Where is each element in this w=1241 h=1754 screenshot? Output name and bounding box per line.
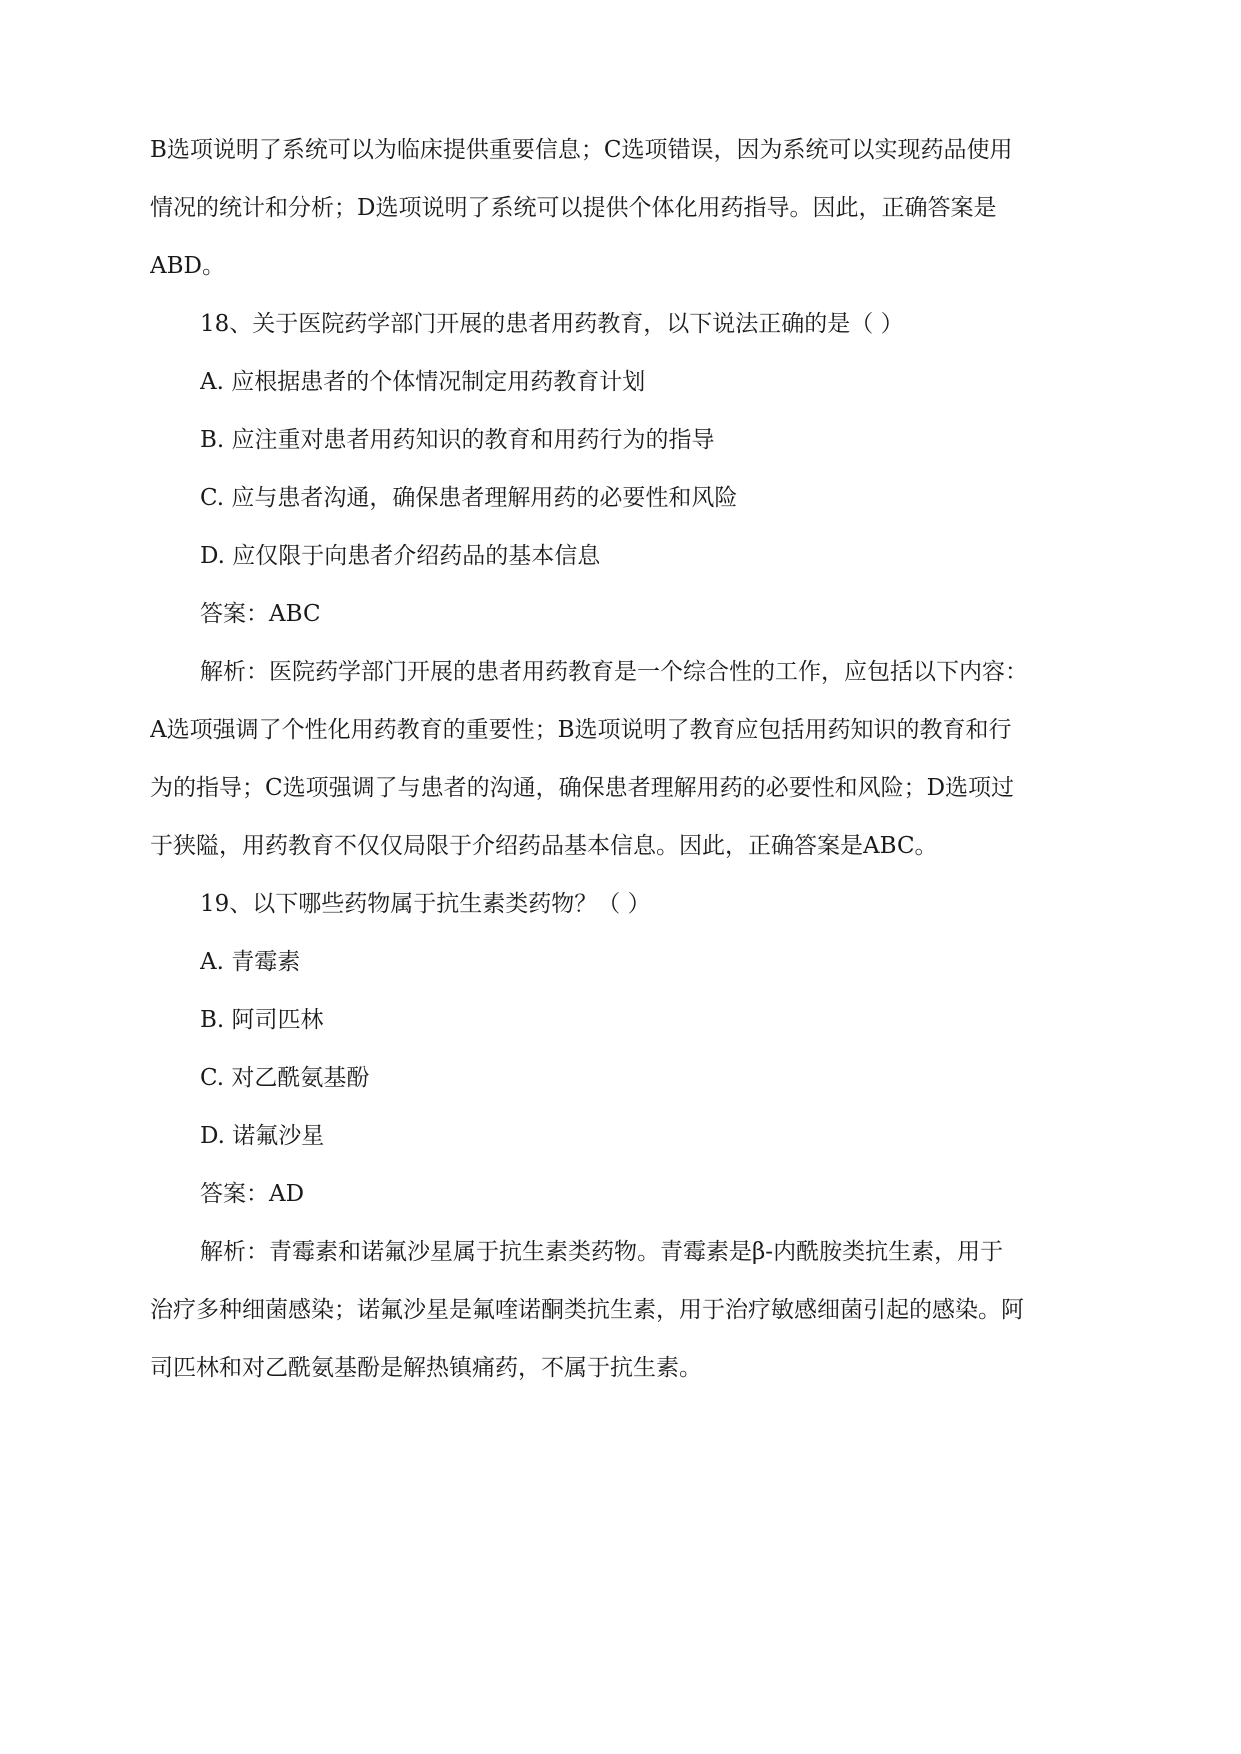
question-19-option-a: A. 青霉素 <box>200 949 301 975</box>
question-19-option-c: C. 对乙酰氨基酚 <box>200 1065 370 1091</box>
question-19-option-b: B. 阿司匹林 <box>200 1007 324 1033</box>
question-18-option-a: A. 应根据患者的个体情况制定用药教育计划 <box>200 369 646 395</box>
question-18-option-d: D. 应仅限于向患者介绍药品的基本信息 <box>200 543 601 569</box>
question-19-answer: 答案：AD <box>200 1181 305 1207</box>
paragraph-line: 治疗多种细菌感染；诺氟沙星是氟喹诺酮类抗生素，用于治疗敏感细菌引起的感染。阿 <box>150 1297 1024 1323</box>
paragraph-line: B选项说明了系统可以为临床提供重要信息；C选项错误，因为系统可以实现药品使用 <box>150 137 1013 163</box>
question-18-explanation: 解析：医院药学部门开展的患者用药教育是一个综合性的工作，应包括以下内容： <box>200 659 1028 685</box>
paragraph-line: ABD。 <box>150 253 225 279</box>
paragraph-line: 为的指导；C选项强调了与患者的沟通，确保患者理解用药的必要性和风险；D选项过 <box>150 775 1015 801</box>
paragraph-line: A选项强调了个性化用药教育的重要性；B选项说明了教育应包括用药知识的教育和行 <box>150 717 1012 743</box>
question-18-option-b: B. 应注重对患者用药知识的教育和用药行为的指导 <box>200 427 715 453</box>
paragraph-line: 司匹林和对乙酰氨基酚是解热镇痛药，不属于抗生素。 <box>150 1355 702 1381</box>
question-18-answer: 答案：ABC <box>200 601 321 627</box>
question-18-title: 18、关于医院药学部门开展的患者用药教育，以下说法正确的是（ ） <box>200 311 904 337</box>
paragraph-line: 于狭隘，用药教育不仅仅局限于介绍药品基本信息。因此，正确答案是ABC。 <box>150 833 938 859</box>
question-18-option-c: C. 应与患者沟通，确保患者理解用药的必要性和风险 <box>200 485 738 511</box>
question-19-explanation: 解析：青霉素和诺氟沙星属于抗生素类药物。青霉素是β-内酰胺类抗生素，用于 <box>200 1239 1004 1265</box>
question-19-option-d: D. 诺氟沙星 <box>200 1123 325 1149</box>
question-19-title: 19、以下哪些药物属于抗生素类药物？（ ） <box>200 891 651 917</box>
paragraph-line: 情况的统计和分析；D选项说明了系统可以提供个体化用药指导。因此，正确答案是 <box>150 195 997 221</box>
